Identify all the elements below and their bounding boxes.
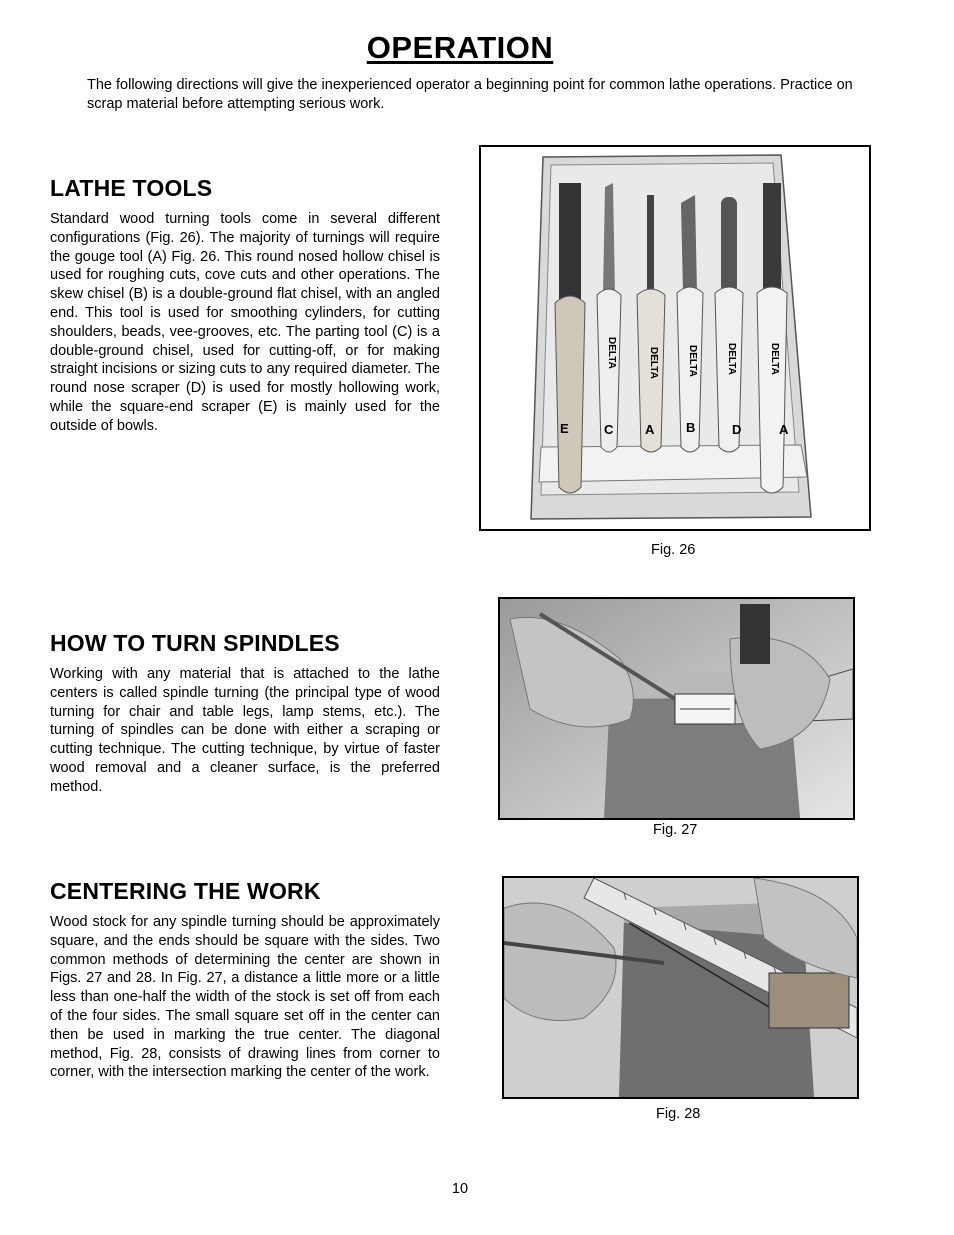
figure-caption: Fig. 28 [656, 1106, 701, 1122]
tool-set-illustration [481, 147, 869, 529]
tool-e-square-end-scraper [555, 183, 585, 493]
tool-label-b: B [686, 420, 696, 435]
square-marking-illustration [500, 599, 853, 818]
section-body: Standard wood turning tools come in several different configurations (Fig. 26). The majority of turnings will require the gouge tool (A) Fig. 26. This round nosed hollow chisel is used for roughing cuts, cove cuts and other operations. The skew chisel (B) is a double-ground flat chisel, with an angled end. This tool is used for smoothing cylinders, for cutting shoulders, beads, vee-grooves, etc. The parting tool (C) is a double-ground chisel, used for cutting-off, or for making straight incisions or sizing cuts to any required diameter. The round nose scraper (D) is used for mostly hollowing work, while the square-end scraper (E) is mainly used for the outside of bowls. [50, 211, 440, 434]
section-heading: LATHE TOOLS [50, 175, 213, 201]
section-lathe-tools [50, 175, 440, 436]
section-centering-the-work [50, 878, 440, 1082]
tool-label-d: D [732, 422, 742, 437]
handle-brand-label: DELTA [606, 337, 617, 369]
handle-brand-label: DELTA [648, 347, 659, 379]
figure-caption: Fig. 26 [651, 542, 696, 558]
tool-label-a: A [645, 422, 655, 437]
tool-label-e: E [560, 421, 569, 436]
section-heading: CENTERING THE WORK [50, 878, 321, 904]
figure-27-marking-photo [498, 597, 855, 820]
tool-label-a: A [779, 422, 789, 437]
figure-caption: Fig. 27 [653, 822, 698, 838]
handle-brand-label: DELTA [726, 343, 737, 375]
figure-28-diagonal-photo [502, 876, 859, 1099]
diagonal-marking-illustration [504, 878, 857, 1097]
section-heading: HOW TO TURN SPINDLES [50, 630, 340, 656]
handle-brand-label: DELTA [687, 345, 698, 377]
tool-label-c: C [604, 422, 614, 437]
section-how-to-turn-spindles [50, 630, 440, 797]
figure-26-lathe-tools-photo [479, 145, 871, 531]
intro-paragraph: The following directions will give the inexperienced operator a beginning point for common lathe operations. Practice on scrap material before attempting serious work. [87, 77, 853, 112]
page-number: 10 [451, 1181, 469, 1197]
handle-brand-label: DELTA [769, 343, 780, 375]
section-body: Wood stock for any spindle turning should be approximately square, and the ends should be square with the sides. Two common methods of determining the center are shown in Figs. 27 and 28. In Fig. 27, a distance a little more or a little less than one-half the width of the stock is set off from each of the four sides. The small square set off in the center can then be used in marking the true center. The diagonal method, Fig. 28, consists of drawing lines from corner to corner, with the intersection marking the center of the work. [50, 914, 440, 1081]
page-title: OPERATION [366, 30, 554, 65]
section-body: Working with any material that is attached to the lathe centers is called spindle turning (the principal type of wood turning for chair and table legs, lamp stems, etc.). The turning of spindles can be done with either a scraping or cutting technique. The cutting technique, by virtue of faster wood removal and a cleaner surface, is the preferred method. [50, 666, 440, 795]
